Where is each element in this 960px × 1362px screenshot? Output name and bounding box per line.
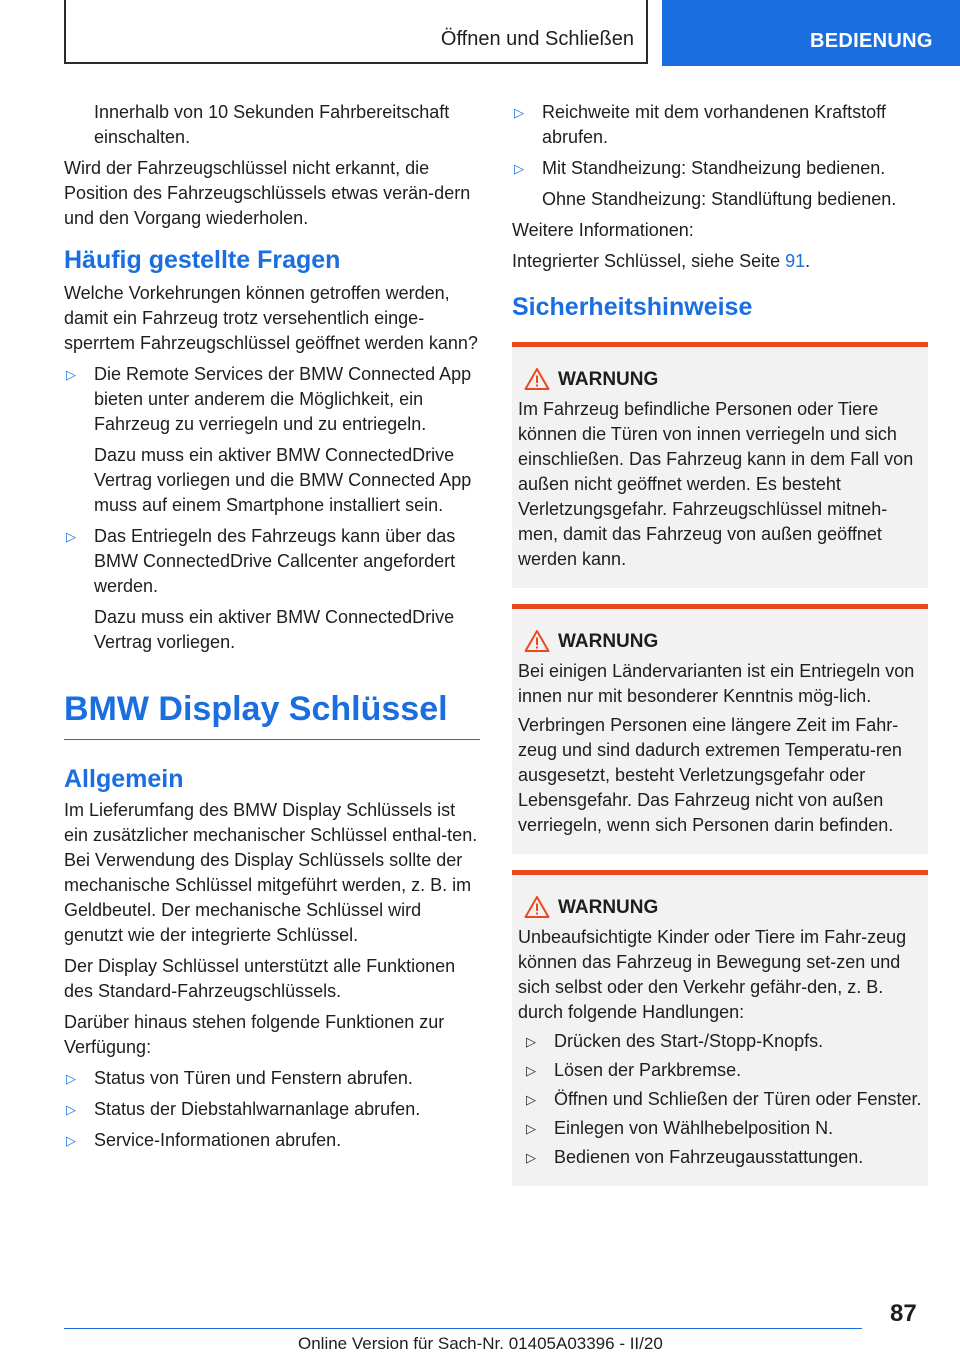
warning-title: WARNUNG [558, 897, 659, 918]
sub-heading: Allgemein [64, 765, 184, 793]
cross-reference-text: Integrierter Schlüssel, siehe Seite [512, 251, 786, 271]
body-paragraph: Im Lieferumfang des BMW Display Schlüssels ist ein zusätzlicher mechanischer Schlüssel enthal‐ten. Bei Verwendung des Display Schlüssels sollte der mechanische Schlüssel mitgeführt werden, z. B. im Geldbeutel. Der mechanische Schlüssel wird genutzt wie der integrierte Schlüssel. [64, 800, 478, 945]
list-item-text: Öffnen und Schließen der Türen oder Fenster. [554, 1089, 922, 1109]
warning-triangle-icon [524, 895, 550, 924]
triangle-bullet-icon: ▷ [66, 367, 76, 382]
triangle-bullet-icon: ▷ [66, 1071, 76, 1086]
triangle-bullet-icon: ▷ [514, 105, 524, 120]
footer-divider [64, 1328, 862, 1329]
list-item-subtext: Dazu muss ein aktiver BMW ConnectedDrive Vertrag vorliegen. [94, 607, 455, 652]
header-section-title: Öffnen und Schließen [440, 28, 634, 50]
list-item [512, 100, 928, 150]
list-item [524, 1116, 922, 1141]
faq-heading: Häufig gestellte Fragen [64, 246, 341, 274]
list-item-text: Bedienen von Fahrzeugausstattungen. [554, 1147, 864, 1167]
warning-title: WARNUNG [558, 369, 659, 390]
triangle-bullet-icon: ▷ [66, 1102, 76, 1117]
list-item [512, 156, 928, 212]
warning-box [512, 342, 928, 588]
faq-question: Welche Vorkehrungen können getroffen werden, damit ein Fahrzeug trotz versehentlich einge‐sperrtem Fahrzeugschlüssel geöffnet werden kann? [64, 283, 478, 353]
footer-text: Online Version für Sach-Nr. 01405A03396 - II/20 [298, 1334, 663, 1353]
warning-header [518, 367, 922, 395]
right-column [512, 100, 928, 1202]
triangle-bullet-icon: ▷ [526, 1063, 536, 1078]
warning-triangle-icon [524, 367, 550, 396]
warning-triangle-icon [524, 629, 550, 658]
triangle-bullet-icon: ▷ [526, 1034, 536, 1049]
list-item-text: Service-Informationen abrufen. [94, 1130, 342, 1150]
warning-text: Verbringen Personen eine längere Zeit im Fahr‐zeug und sind dadurch extremen Temperatu‐ren ausgesetzt, besteht Verletzungsgefahr oder Lebensgefahr. Das Fahrzeug nicht von außen verriegeln, wenn sich Personen darin befinden. [518, 715, 902, 835]
intro-step-text: Innerhalb von 10 Sekunden Fahrbereitschaft einschalten. [94, 102, 450, 147]
warning-header [518, 895, 922, 923]
warning-box [512, 604, 928, 854]
header-chapter-tab [662, 0, 960, 66]
list-item [64, 1066, 480, 1091]
list-item [64, 1128, 480, 1153]
triangle-bullet-icon: ▷ [526, 1092, 536, 1107]
list-item [524, 1058, 922, 1083]
triangle-bullet-icon: ▷ [66, 529, 76, 544]
warning-title: WARNUNG [558, 631, 659, 652]
list-item-text: Status von Türen und Fenstern abrufen. [94, 1068, 413, 1088]
list-item-subtext: Dazu muss ein aktiver BMW ConnectedDrive Vertrag vorliegen und die BMW Connected App muss auf einem Smartphone installiert sein. [94, 445, 472, 515]
page-number: 87 [890, 1300, 917, 1327]
header-section-box [64, 0, 648, 64]
cross-reference [512, 249, 928, 274]
warning-text: Bei einigen Ländervarianten ist ein Entriegeln von innen nur mit besonderer Kenntnis mög‐lich. [518, 661, 915, 706]
list-item-text: Mit Standheizung: Standheizung bedienen. [542, 158, 886, 178]
list-item-text: Status der Diebstahlwarnanlage abrufen. [94, 1099, 421, 1119]
cross-reference-end: . [805, 251, 811, 271]
list-item-text: Drücken des Start-/Stopp-Knopfs. [554, 1031, 824, 1051]
triangle-bullet-icon: ▷ [526, 1121, 536, 1136]
list-item [64, 362, 480, 518]
header-chapter-title: BEDIENUNG [810, 30, 933, 52]
intro-hint-text: Wird der Fahrzeugschlüssel nicht erkannt, die Position des Fahrzeugschlüssels etwas verän‐dern und den Vorgang wiederholen. [64, 158, 471, 228]
warning-text: Im Fahrzeug befindliche Personen oder Tiere können die Türen von innen verriegeln und sich einschließen. Das Fahrzeug kann in dem Fall von außen nicht geöffnet werden. Es besteht Verletzungsgefahr. Fahrzeugschlüssel mitneh‐men, damit das Fahrzeug von außen geöffnet werden kann. [518, 399, 914, 569]
triangle-bullet-icon: ▷ [514, 161, 524, 176]
warning-box [512, 870, 928, 1186]
body-paragraph: Der Display Schlüssel unterstützt alle Funktionen des Standard-Fahrzeugschlüssels. [64, 956, 456, 1001]
list-item [64, 524, 480, 655]
main-heading: BMW Display Schlüssel [64, 687, 480, 740]
warning-text: Unbeaufsichtigte Kinder oder Tiere im Fahr‐zeug können das Fahrzeug in Bewegung set‐zen und sich selbst oder den Verkehr gefähr‐den, z. B. durch folgende Handlungen: [518, 927, 907, 1022]
list-item-text: Reichweite mit dem vorhandenen Kraftstoff abrufen. [542, 102, 886, 147]
more-info-label: Weitere Informationen: [512, 220, 694, 240]
safety-heading: Sicherheitshinweise [512, 293, 753, 321]
warning-header [518, 629, 922, 657]
list-item [524, 1145, 922, 1170]
list-item [524, 1087, 922, 1112]
triangle-bullet-icon: ▷ [66, 1133, 76, 1148]
list-item [524, 1029, 922, 1054]
left-column [64, 100, 480, 1159]
list-item-text: Die Remote Services der BMW Connected App bieten unter anderem die Möglichkeit, ein Fahrzeug zu verriegeln und zu entriegeln. [94, 364, 472, 434]
body-paragraph: Darüber hinaus stehen folgende Funktionen zur Verfügung: [64, 1012, 445, 1057]
list-item-text: Einlegen von Wählhebelposition N. [554, 1118, 834, 1138]
list-item [64, 1097, 480, 1122]
triangle-bullet-icon: ▷ [526, 1150, 536, 1165]
list-item-text: Das Entriegeln des Fahrzeugs kann über das BMW ConnectedDrive Callcenter angefordert werden. [94, 526, 456, 596]
list-item-subtext: Ohne Standheizung: Standlüftung bedienen. [542, 189, 897, 209]
page-reference-link[interactable]: 91 [785, 251, 806, 271]
list-item-text: Lösen der Parkbremse. [554, 1060, 742, 1080]
